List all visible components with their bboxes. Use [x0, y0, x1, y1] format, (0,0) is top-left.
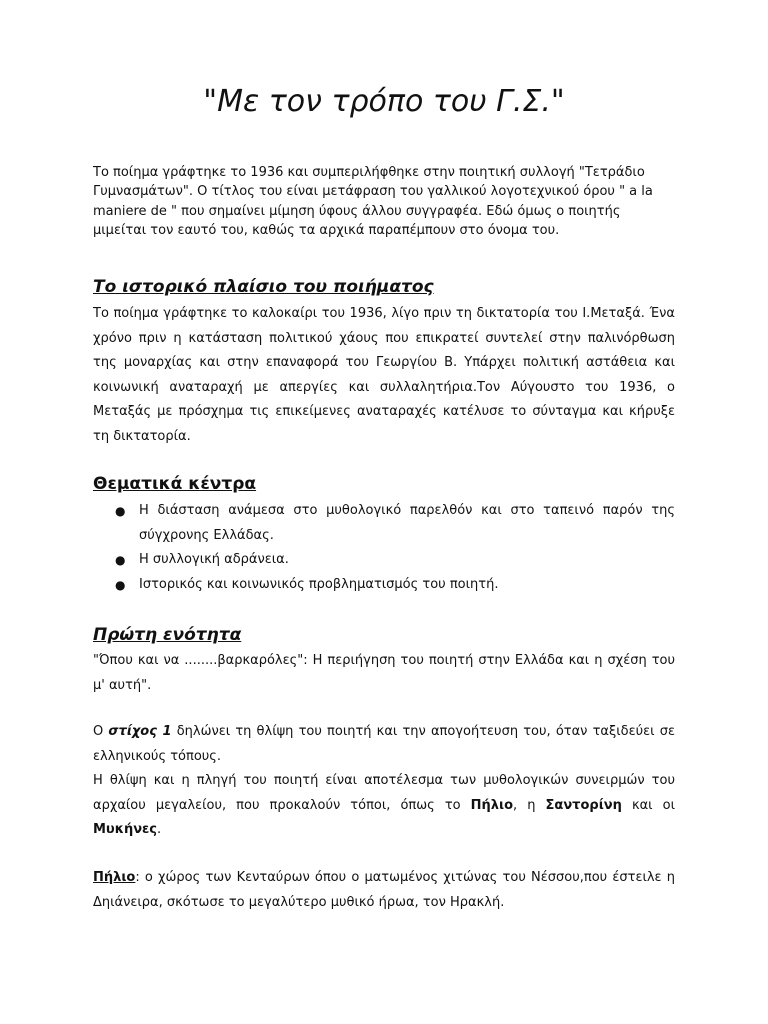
bullet-icon: ● [115, 577, 126, 592]
list-item [93, 548, 675, 573]
bullet-icon: ● [115, 553, 126, 568]
list-item [93, 573, 675, 598]
list-item-text: Η συλλογική αδράνεια. [139, 552, 289, 568]
first-unit-heading: Πρώτη ενότητα [93, 625, 242, 645]
historical-text: Το ποίημα γράφτηκε το καλοκαίρι του 1936, λίγο πριν τη δικτατορία του Ι.Μεταξά. Ένα χρόνο πριν η κατάσταση πολιτικού χάους που επικρατεί συντελεί στην παλινόρθωση της μοναρχίας και στην επαναφορά του Γεωργίου Β. Υπάρχει πολιτική αστάθεια και κοινωνική αναταραχή με απεργίες και συλλαλητήρια.Τον Αύγουστο του 1936, ο Μεταξάς με πρόσχημα τις επικείμενες αναταραχές κατέλυσε το σύνταγμα και κήρυξε τη δικτατορία. [93, 306, 675, 444]
pilio-paragraph [93, 866, 675, 915]
themes-list [93, 499, 675, 597]
verse-rest: δηλώνει τη θλίψη του ποιητή και την απογοήτευση του, όταν ταξιδεύει σε ελληνικούς τόπους. [93, 724, 675, 764]
cause-line [93, 769, 675, 843]
intro-paragraph [93, 163, 675, 241]
bullet-icon: ● [115, 504, 126, 518]
list-item [93, 499, 675, 548]
verse-line [93, 720, 675, 769]
verse-paragraph [93, 720, 675, 843]
themes-heading: Θεματικά κέντρα [93, 474, 257, 494]
pilio-text: : ο χώρος των Κενταύρων όπου ο ματωμένος χιτώνας του Νέσσου,που έστειλε η Δηιάνειρα, σκότωσε το μεγαλύτερο μυθικό ήρωα, τον Ηρακλή. [93, 870, 675, 910]
separator: και οι [621, 797, 675, 813]
historical-heading: Το ιστορικό πλαίσιο του ποιήματος [93, 277, 434, 297]
list-item-text: Η διάσταση ανάμεσα στο μυθολογικό παρελθόν και στο ταπεινό παρόν της σύγχρονης Ελλάδας. [139, 503, 675, 543]
place-santorini: Σαντορίνη [545, 797, 622, 813]
list-item-text: Ιστορικός και κοινωνικός προβληματισμός του ποιητή. [139, 576, 499, 592]
pilio-term: Πήλιο [93, 870, 136, 885]
verse-prefix: Ο [93, 724, 109, 739]
separator: , η [513, 797, 546, 813]
place-pilio: Πήλιο [470, 797, 514, 813]
cause-text: Η θλίψη και η πληγή του ποιητή είναι αποτέλεσμα των μυθολογικών συνειρμών του αρχαίου μεγαλείου, που προκαλούν τόποι, όπως το [93, 773, 675, 813]
intro-text: Το ποίημα γράφτηκε το 1936 και συμπεριλήφθηκε στην ποιητική συλλογή "Τετράδιο Γυμνασμάτων". Ο τίτλος του είναι μετάφραση του γαλλικού λογοτεχνικού όρου " a la maniere de " που σημαίνει μίμηση ύφους άλλου συγγραφέα. Εδώ όμως ο ποιητής μιμείται τον εαυτό του, καθώς τα αρχικά παραπέμπουν στο όνομα του. [93, 165, 653, 239]
document-title: "Με τον τρόπο του Γ.Σ." [203, 84, 565, 119]
verse-term: στίχος 1 [108, 724, 172, 739]
sentence-end: . [157, 822, 162, 838]
place-mykines: Μυκήνες [93, 822, 158, 838]
first-unit-text: "Όπου και να ........βαρκαρόλες": Η περιήγηση του ποιητή στην Ελλάδα και η σχέση του μ' αυτή". [93, 653, 675, 693]
